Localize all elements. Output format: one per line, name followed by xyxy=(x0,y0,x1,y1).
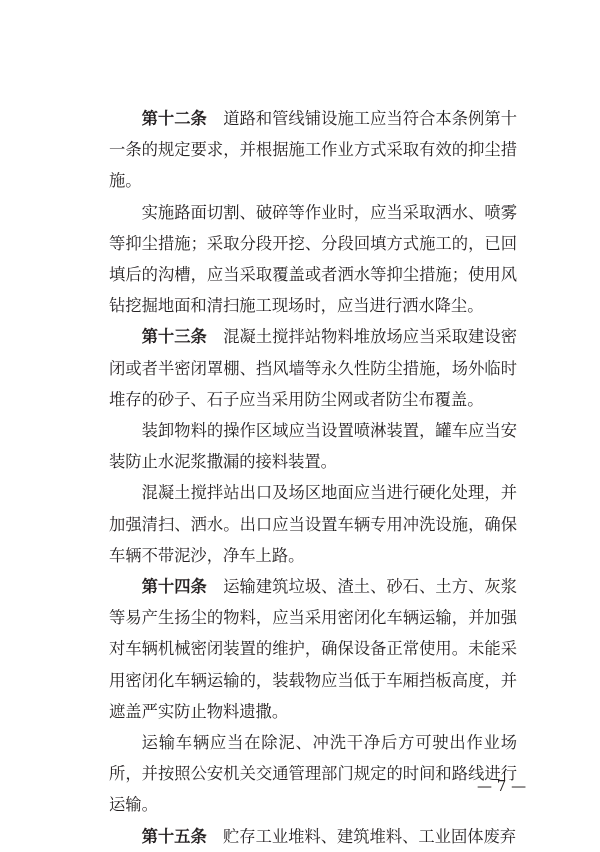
paragraph-5 xyxy=(109,477,517,571)
paragraph-7 xyxy=(109,727,517,821)
article-heading-12: 第十二条 xyxy=(141,109,207,128)
paragraph-4 xyxy=(109,415,517,477)
paragraph-1 xyxy=(109,103,517,197)
paragraph-2 xyxy=(109,197,517,322)
paragraph-7-text: 运输车辆应当在除泥、冲洗干净后方可驶出作业场所，并按照公安机关交通管理部门规定的时间和路线进行运输。 xyxy=(109,733,517,815)
paragraph-6 xyxy=(109,571,517,727)
paragraph-8-text: 贮存工业堆料、建筑堆料、工业固体废弃 xyxy=(223,826,517,846)
article-heading-13: 第十三条 xyxy=(141,327,207,347)
paragraph-2-text: 实施路面切割、破碎等作业时，应当采取洒水、喷雾等抑尘措施；采取分段开挖、分段回填方式施工的，已回填后的沟槽，应当采取覆盖或者洒水等抑尘措施；使用风钻挖掘地面和清扫施工现场时，应当进行洒水降尘。 xyxy=(109,202,517,316)
page-number: — 7 — xyxy=(477,777,527,795)
body-text xyxy=(109,103,517,852)
article-heading-15: 第十五条 xyxy=(141,826,207,846)
paragraph-3 xyxy=(109,321,517,415)
paragraph-6-text: 运输建筑垃圾、渣土、砂石、土方、灰浆等易产生扬尘的物料，应当采用密闭化车辆运输，并加强对车辆机械密闭装置的维护，确保设备正常使用。未能采用密闭化车辆运输的，装载物应当低于车厢挡板高度，并遮盖严实防止物料遗撒。 xyxy=(109,577,517,721)
paragraph-1-text: 道路和管线铺设施工应当符合本条例第十一条的规定要求，并根据施工作业方式采取有效的抑尘措施。 xyxy=(109,109,517,191)
paragraph-4-text: 装卸物料的操作区域应当设置喷淋装置，罐车应当安装防止水泥浆撒漏的接料装置。 xyxy=(109,421,517,472)
paragraph-8 xyxy=(109,821,517,852)
paragraph-3-text: 混凝土搅拌站物料堆放场应当采取建设密闭或者半密闭罩棚、挡风墙等永久性防尘措施，场外临时堆存的砂子、石子应当采用防尘网或者防尘布覆盖。 xyxy=(109,327,517,409)
paragraph-5-text: 混凝土搅拌站出口及场区地面应当进行硬化处理，并加强清扫、洒水。出口应当设置车辆专用冲洗设施，确保车辆不带泥沙，净车上路。 xyxy=(109,483,517,565)
article-heading-14: 第十四条 xyxy=(141,577,207,597)
